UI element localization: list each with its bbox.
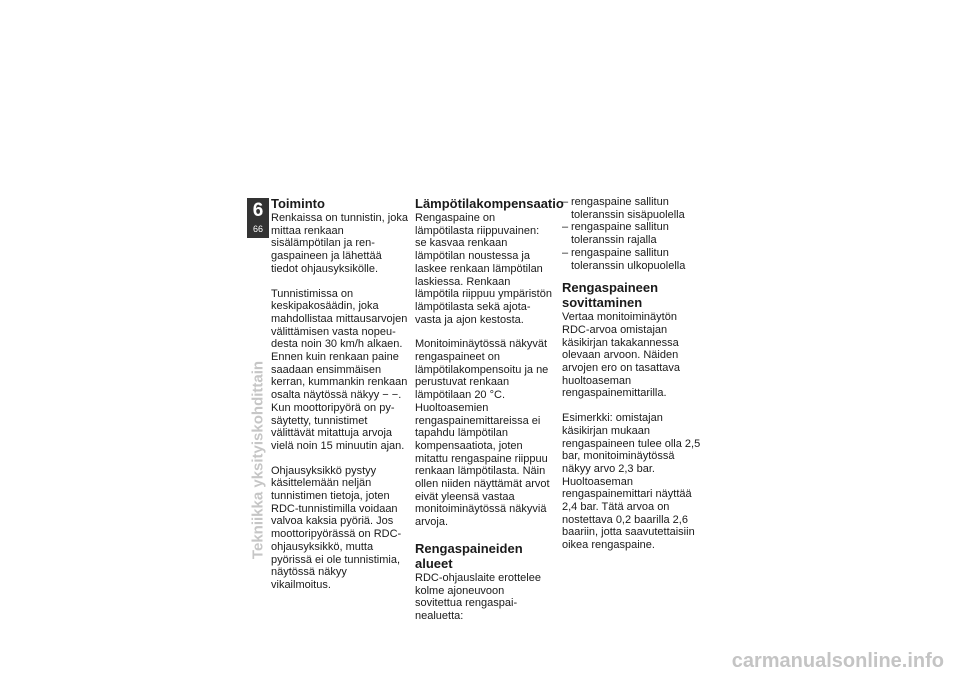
paragraph: Renkaissa on tunnistin, joka mittaa renkaan sisälämpötilan ja rengaspaineen ja lähettää tiedot ohjausyksikölle. [271,212,408,275]
heading-rengaspaineiden-alueet: Rengaspaineiden alueet [415,540,523,571]
heading-toiminto: Toiminto [271,196,325,211]
paragraph: RDC-ohjauslaite erottelee kolme ajoneuvoon sovitettua rengaspainealuetta: [415,571,541,622]
chapter-tab [247,198,269,238]
chapter-number: 6 [252,200,264,221]
chapter-side-label: Tekniikka yksityiskohdittain [249,360,267,560]
column-toiminto [271,196,409,604]
heading-lampotilakompensaatio: Lämpötilakompensaatio [415,196,564,211]
heading-rengaspaineen-sovittaminen: Rengaspaineen sovittaminen [562,280,659,311]
pressure-range-list [562,196,704,272]
paragraph: Rengaspaine on lämpötilasta riippuvainen: se kasvaa renkaan lämpötilan noustessa ja laskee renkaan lämpötilan laskiessa. Renkaan lämpötila riippuu ympäristön lämpötilasta sekä ajotavasta ja ajon kestosta. [415,212,552,326]
paragraph: Monitoiminäytössä näkyvät rengaspaineet on lämpötilakompensoitu ja ne perustuvat renkaan lämpötilaan 20 °C. Huoltoasemien rengaspainemittareissa ei tapahdu lämpötilan kompensaatiota, joten mitattu rengaspaine riippuu renkaan lämpötilasta. Näin ollen niiden näyttämät arvot eivät yleensä vastaa monitoiminäytössä näkyviä arvoja. [415,338,550,529]
column-rengaspaineen-sovittaminen [562,196,704,564]
paragraph: Tunnistimissa on keskipakosäädin, joka mahdollistaa mittausarvojen välittämisen vasta nopeudesta noin 30 km/h alkaen. Ennen kuin renkaan paine saadaan ensimmäisen kerran, kummankin renkaan osalta näytössä näkyy − −. Kun moottoripyörä on pysäytetty, tunnistimet välittävät mitattuja arvoja vielä noin 15 minuutin ajan. [271,287,408,452]
page-number: 66 [252,224,263,234]
list-item: – rengaspaine sallitun toleranssin sisäpuolella [562,196,704,221]
list-item: – rengaspaine sallitun toleranssin rajalla [562,221,704,246]
paragraph: Ohjausyksikkö pystyy käsittelemään neljän tunnistimen tietoja, joten RDC-tunnistimilla voidaan valvoa kaksia pyöriä. Jos moottoripyörässä on RDC-ohjausyksikkö, mutta pyörissä ei ole tunnistimia, näytössä näkyy vikailmoitus. [271,464,402,591]
column-lampotilakompensaatio [415,196,564,635]
paragraph: Esimerkki: omistajan käsikirjan mukaan rengaspaineen tulee olla 2,5 bar, monitoiminäytössä näkyy arvo 2,3 bar. Huoltoaseman rengaspainemittari näyttää 2,4 bar. Tätä arvoa on nostettava 0,2 baarilla 2,6 baariin, jotta saavutettaisiin oikea rengaspaine. [562,412,701,552]
paragraph: Vertaa monitoiminäytön RDC-arvoa omistajan käsikirjan takakannessa olevaan arvoon. Näiden arvojen ero on tasattava huoltoaseman rengaspainemittarilla. [562,311,681,400]
watermark: carmanualsonline.info [731,650,944,672]
list-item: – rengaspaine sallitun toleranssin ulkopuolella [562,247,704,272]
